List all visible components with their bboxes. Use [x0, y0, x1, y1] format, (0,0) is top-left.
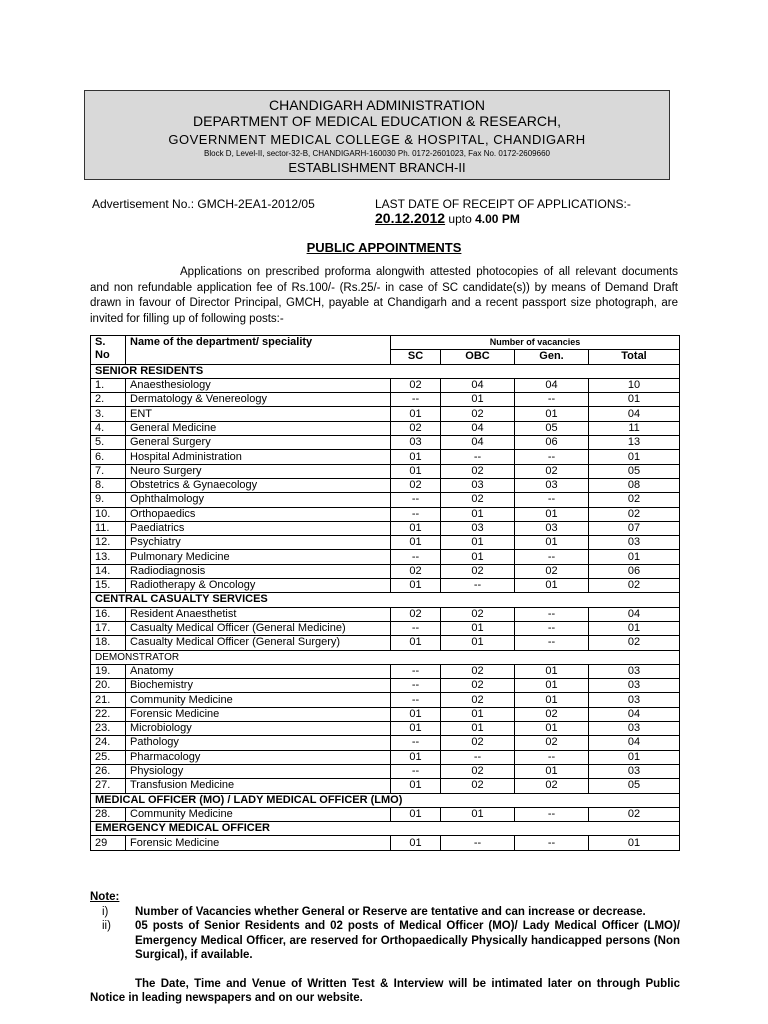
note-label: Note:: [90, 891, 120, 903]
table-row: [91, 507, 680, 521]
header-name: Name of the department/ speciality: [126, 336, 391, 365]
gen-cell: --: [515, 393, 589, 407]
total-cell: 08: [589, 478, 680, 492]
note-number: i): [102, 905, 109, 918]
serial-cell: 4.: [91, 421, 126, 435]
obc-cell: 01: [441, 722, 515, 736]
page-title: PUBLIC APPOINTMENTS: [306, 240, 462, 255]
sc-cell: 01: [391, 521, 441, 535]
serial-cell: 15.: [91, 579, 126, 593]
section-row: [91, 822, 680, 836]
obc-cell: 02: [441, 664, 515, 678]
gen-cell: 02: [515, 707, 589, 721]
obc-cell: 01: [441, 621, 515, 635]
sc-cell: 01: [391, 707, 441, 721]
obc-cell: --: [441, 450, 515, 464]
total-cell: 07: [589, 521, 680, 535]
last-date: 20.12.2012: [375, 210, 446, 226]
total-cell: 04: [589, 607, 680, 621]
obc-cell: 02: [441, 693, 515, 707]
table-row: [91, 607, 680, 621]
serial-cell: 2.: [91, 393, 126, 407]
gen-cell: --: [515, 493, 589, 507]
dept-cell: Neuro Surgery: [126, 464, 391, 478]
dept-cell: Forensic Medicine: [126, 836, 391, 850]
total-cell: 05: [589, 464, 680, 478]
sc-cell: 01: [391, 536, 441, 550]
total-cell: 04: [589, 407, 680, 421]
obc-cell: 02: [441, 464, 515, 478]
obc-cell: 04: [441, 378, 515, 392]
obc-cell: 02: [441, 493, 515, 507]
serial-cell: 16.: [91, 607, 126, 621]
section-row: [91, 593, 680, 607]
total-cell: 01: [589, 550, 680, 564]
obc-cell: 02: [441, 607, 515, 621]
final-notice: The Date, Time and Venue of Written Test & Interview will be intimated later on through Public Notice in leading newspapers and on our website.: [90, 977, 680, 1004]
table-row: [91, 536, 680, 550]
sc-cell: 01: [391, 407, 441, 421]
sc-cell: 01: [391, 722, 441, 736]
note-item: [90, 905, 680, 920]
serial-cell: 28.: [91, 807, 126, 821]
last-date-label: LAST DATE OF RECEIPT OF APPLICATIONS:-: [375, 197, 631, 211]
serial-cell: 3.: [91, 407, 126, 421]
total-cell: 03: [589, 536, 680, 550]
table-row: [91, 636, 680, 650]
obc-cell: --: [441, 750, 515, 764]
sc-cell: 01: [391, 636, 441, 650]
gen-cell: --: [515, 621, 589, 635]
obc-cell: 01: [441, 636, 515, 650]
header-sc: SC: [391, 350, 441, 364]
table-row: [91, 378, 680, 392]
serial-cell: 26.: [91, 764, 126, 778]
sc-cell: --: [391, 664, 441, 678]
note-item: [90, 919, 680, 963]
total-cell: 03: [589, 722, 680, 736]
serial-cell: 10.: [91, 507, 126, 521]
table-row: [91, 664, 680, 678]
dept-cell: General Medicine: [126, 421, 391, 435]
gen-cell: --: [515, 836, 589, 850]
dept-cell: Radiodiagnosis: [126, 564, 391, 578]
total-cell: 01: [589, 621, 680, 635]
sc-cell: --: [391, 764, 441, 778]
total-cell: 02: [589, 579, 680, 593]
header-gen: Gen.: [515, 350, 589, 364]
serial-cell: 24.: [91, 736, 126, 750]
total-cell: 02: [589, 507, 680, 521]
obc-cell: 02: [441, 764, 515, 778]
sc-cell: 01: [391, 807, 441, 821]
table-row: [91, 478, 680, 492]
obc-cell: --: [441, 579, 515, 593]
total-cell: 03: [589, 764, 680, 778]
table-row: [91, 450, 680, 464]
note-text: Number of Vacancies whether General or Reserve are tentative and can increase or decrease.: [135, 905, 646, 918]
section-label: EMERGENCY MEDICAL OFFICER: [91, 822, 680, 836]
advertisement-number: Advertisement No.: GMCH-2EA1-2012/05: [92, 197, 315, 211]
header-address: Block D, Level-II, sector-32-B, CHANDIGARH-160030 Ph. 0172-2601023, Fax No. 0172-2609660: [204, 149, 550, 158]
table-row: [91, 579, 680, 593]
obc-cell: 01: [441, 393, 515, 407]
sc-cell: 01: [391, 464, 441, 478]
gen-cell: 01: [515, 679, 589, 693]
section-row: [91, 793, 680, 807]
gen-cell: --: [515, 807, 589, 821]
total-cell: 02: [589, 807, 680, 821]
total-cell: 10: [589, 378, 680, 392]
serial-cell: 22.: [91, 707, 126, 721]
obc-cell: 02: [441, 679, 515, 693]
gen-cell: 01: [515, 722, 589, 736]
obc-cell: 03: [441, 521, 515, 535]
table-row: [91, 679, 680, 693]
header-total: Total: [589, 350, 680, 364]
obc-cell: 03: [441, 478, 515, 492]
serial-cell: 25.: [91, 750, 126, 764]
gen-cell: --: [515, 450, 589, 464]
serial-cell: 5.: [91, 436, 126, 450]
obc-cell: 01: [441, 550, 515, 564]
sc-cell: --: [391, 393, 441, 407]
dept-cell: Microbiology: [126, 722, 391, 736]
obc-cell: 01: [441, 536, 515, 550]
total-cell: 01: [589, 836, 680, 850]
total-cell: 06: [589, 564, 680, 578]
table-row: [91, 707, 680, 721]
serial-cell: 6.: [91, 450, 126, 464]
serial-cell: 29: [91, 836, 126, 850]
gen-cell: --: [515, 550, 589, 564]
dept-cell: Transfusion Medicine: [126, 779, 391, 793]
header-line-3: GOVERNMENT MEDICAL COLLEGE & HOSPITAL, CHANDIGARH: [168, 132, 586, 147]
table-row: [91, 393, 680, 407]
total-cell: 02: [589, 636, 680, 650]
serial-cell: 9.: [91, 493, 126, 507]
header-branch: ESTABLISHMENT BRANCH-II: [288, 160, 466, 175]
total-cell: 04: [589, 736, 680, 750]
gen-cell: 06: [515, 436, 589, 450]
sc-cell: --: [391, 621, 441, 635]
total-cell: 03: [589, 664, 680, 678]
section-label: CENTRAL CASUALTY SERVICES: [91, 593, 680, 607]
dept-cell: General Surgery: [126, 436, 391, 450]
sc-cell: 02: [391, 421, 441, 435]
serial-cell: 13.: [91, 550, 126, 564]
note-text: 05 posts of Senior Residents and 02 posts of Medical Officer (MO)/ Lady Medical Officer (LMO)/ Emergency Medical Officer, are reserved for Orthopaedically Physically handicapped persons (Non Surgical), if available.: [135, 920, 680, 961]
serial-cell: 14.: [91, 564, 126, 578]
dept-cell: Casualty Medical Officer (General Surgery): [126, 636, 391, 650]
gen-cell: 01: [515, 579, 589, 593]
serial-cell: 23.: [91, 722, 126, 736]
obc-cell: 02: [441, 564, 515, 578]
dept-cell: Psychiatry: [126, 536, 391, 550]
table-row: [91, 436, 680, 450]
dept-cell: Resident Anaesthetist: [126, 607, 391, 621]
dept-cell: Community Medicine: [126, 693, 391, 707]
serial-cell: 8.: [91, 478, 126, 492]
dept-cell: Obstetrics & Gynaecology: [126, 478, 391, 492]
note-number: ii): [102, 920, 111, 932]
serial-cell: 27.: [91, 779, 126, 793]
table-row: [91, 764, 680, 778]
table-row: [91, 493, 680, 507]
dept-cell: Community Medicine: [126, 807, 391, 821]
table-row: [91, 779, 680, 793]
sc-cell: --: [391, 736, 441, 750]
table-row: [91, 421, 680, 435]
gen-cell: 03: [515, 521, 589, 535]
table-row: [91, 464, 680, 478]
gen-cell: 01: [515, 507, 589, 521]
table-row: [91, 407, 680, 421]
sc-cell: 01: [391, 450, 441, 464]
section-label: MEDICAL OFFICER (MO) / LADY MEDICAL OFFICER (LMO): [91, 793, 680, 807]
obc-cell: 02: [441, 736, 515, 750]
table-row: [91, 836, 680, 850]
serial-cell: 1.: [91, 378, 126, 392]
total-cell: 13: [589, 436, 680, 450]
obc-cell: 01: [441, 507, 515, 521]
sc-cell: --: [391, 679, 441, 693]
section-label: DEMONSTRATOR: [91, 650, 680, 664]
gen-cell: 02: [515, 779, 589, 793]
sc-cell: 03: [391, 436, 441, 450]
sc-cell: 02: [391, 378, 441, 392]
total-cell: 03: [589, 679, 680, 693]
total-cell: 01: [589, 450, 680, 464]
dept-cell: Pharmacology: [126, 750, 391, 764]
serial-cell: 21.: [91, 693, 126, 707]
total-cell: 02: [589, 493, 680, 507]
obc-cell: 01: [441, 807, 515, 821]
dept-cell: Ophthalmology: [126, 493, 391, 507]
vacancy-table: [90, 335, 680, 851]
gen-cell: 05: [515, 421, 589, 435]
gen-cell: --: [515, 607, 589, 621]
gen-cell: 04: [515, 378, 589, 392]
vacancy-table-body: [91, 364, 680, 850]
obc-cell: --: [441, 836, 515, 850]
last-date-line: [375, 210, 520, 226]
dept-cell: Pathology: [126, 736, 391, 750]
serial-cell: 18.: [91, 636, 126, 650]
sc-cell: 02: [391, 607, 441, 621]
serial-cell: 20.: [91, 679, 126, 693]
table-row: [91, 693, 680, 707]
serial-cell: 19.: [91, 664, 126, 678]
sc-cell: 01: [391, 779, 441, 793]
gen-cell: 02: [515, 464, 589, 478]
table-row: [91, 722, 680, 736]
total-cell: 11: [589, 421, 680, 435]
gen-cell: 01: [515, 536, 589, 550]
section-row: [91, 650, 680, 664]
total-cell: 03: [589, 693, 680, 707]
total-cell: 05: [589, 779, 680, 793]
total-cell: 04: [589, 707, 680, 721]
sc-cell: 01: [391, 836, 441, 850]
obc-cell: 04: [441, 436, 515, 450]
sc-cell: --: [391, 507, 441, 521]
last-time: 4.00 PM: [475, 212, 520, 226]
total-cell: 01: [589, 750, 680, 764]
gen-cell: 01: [515, 764, 589, 778]
dept-cell: ENT: [126, 407, 391, 421]
table-row: [91, 621, 680, 635]
dept-cell: Paediatrics: [126, 521, 391, 535]
serial-cell: 7.: [91, 464, 126, 478]
total-cell: 01: [589, 393, 680, 407]
dept-cell: Pulmonary Medicine: [126, 550, 391, 564]
gen-cell: --: [515, 750, 589, 764]
obc-cell: 02: [441, 407, 515, 421]
obc-cell: 01: [441, 707, 515, 721]
header-box: [84, 90, 670, 180]
section-row: [91, 364, 680, 378]
serial-cell: 12.: [91, 536, 126, 550]
header-obc: OBC: [441, 350, 515, 364]
obc-cell: 04: [441, 421, 515, 435]
gen-cell: 02: [515, 564, 589, 578]
sc-cell: 01: [391, 579, 441, 593]
upto-text: upto: [448, 212, 472, 226]
sc-cell: --: [391, 550, 441, 564]
sc-cell: --: [391, 693, 441, 707]
dept-cell: Physiology: [126, 764, 391, 778]
gen-cell: --: [515, 636, 589, 650]
notes-section: [90, 890, 680, 1006]
sc-cell: 02: [391, 564, 441, 578]
header-sno: S. No: [91, 336, 126, 365]
header-line-1: CHANDIGARH ADMINISTRATION: [269, 97, 485, 113]
gen-cell: 03: [515, 478, 589, 492]
section-label: SENIOR RESIDENTS: [91, 364, 680, 378]
sc-cell: 01: [391, 750, 441, 764]
dept-cell: Anaesthesiology: [126, 378, 391, 392]
serial-cell: 17.: [91, 621, 126, 635]
gen-cell: 01: [515, 407, 589, 421]
header-line-2: DEPARTMENT OF MEDICAL EDUCATION & RESEARCH,: [193, 113, 561, 129]
serial-cell: 11.: [91, 521, 126, 535]
sc-cell: --: [391, 493, 441, 507]
sc-cell: 02: [391, 478, 441, 492]
dept-cell: Hospital Administration: [126, 450, 391, 464]
intro-paragraph: Applications on prescribed proforma alongwith attested photocopies of all relevant documents and non refundable application fee of Rs.100/- (Rs.25/- in case of SC candidate(s)) by means of Demand Draft drawn in favour of Director Principal, GMCH, payable at Chandigarh and a recent passport size photograph, are invited for filling up of following posts:-: [90, 266, 678, 325]
dept-cell: Biochemistry: [126, 679, 391, 693]
table-row: [91, 750, 680, 764]
table-row: [91, 550, 680, 564]
gen-cell: 01: [515, 693, 589, 707]
dept-cell: Orthopaedics: [126, 507, 391, 521]
table-row: [91, 521, 680, 535]
dept-cell: Forensic Medicine: [126, 707, 391, 721]
dept-cell: Casualty Medical Officer (General Medicine): [126, 621, 391, 635]
table-row: [91, 807, 680, 821]
dept-cell: Anatomy: [126, 664, 391, 678]
obc-cell: 02: [441, 779, 515, 793]
dept-cell: Radiotherapy & Oncology: [126, 579, 391, 593]
gen-cell: 01: [515, 664, 589, 678]
header-vacancies: Number of vacancies: [391, 336, 680, 350]
dept-cell: Dermatology & Venereology: [126, 393, 391, 407]
gen-cell: 02: [515, 736, 589, 750]
table-row: [91, 564, 680, 578]
table-row: [91, 736, 680, 750]
